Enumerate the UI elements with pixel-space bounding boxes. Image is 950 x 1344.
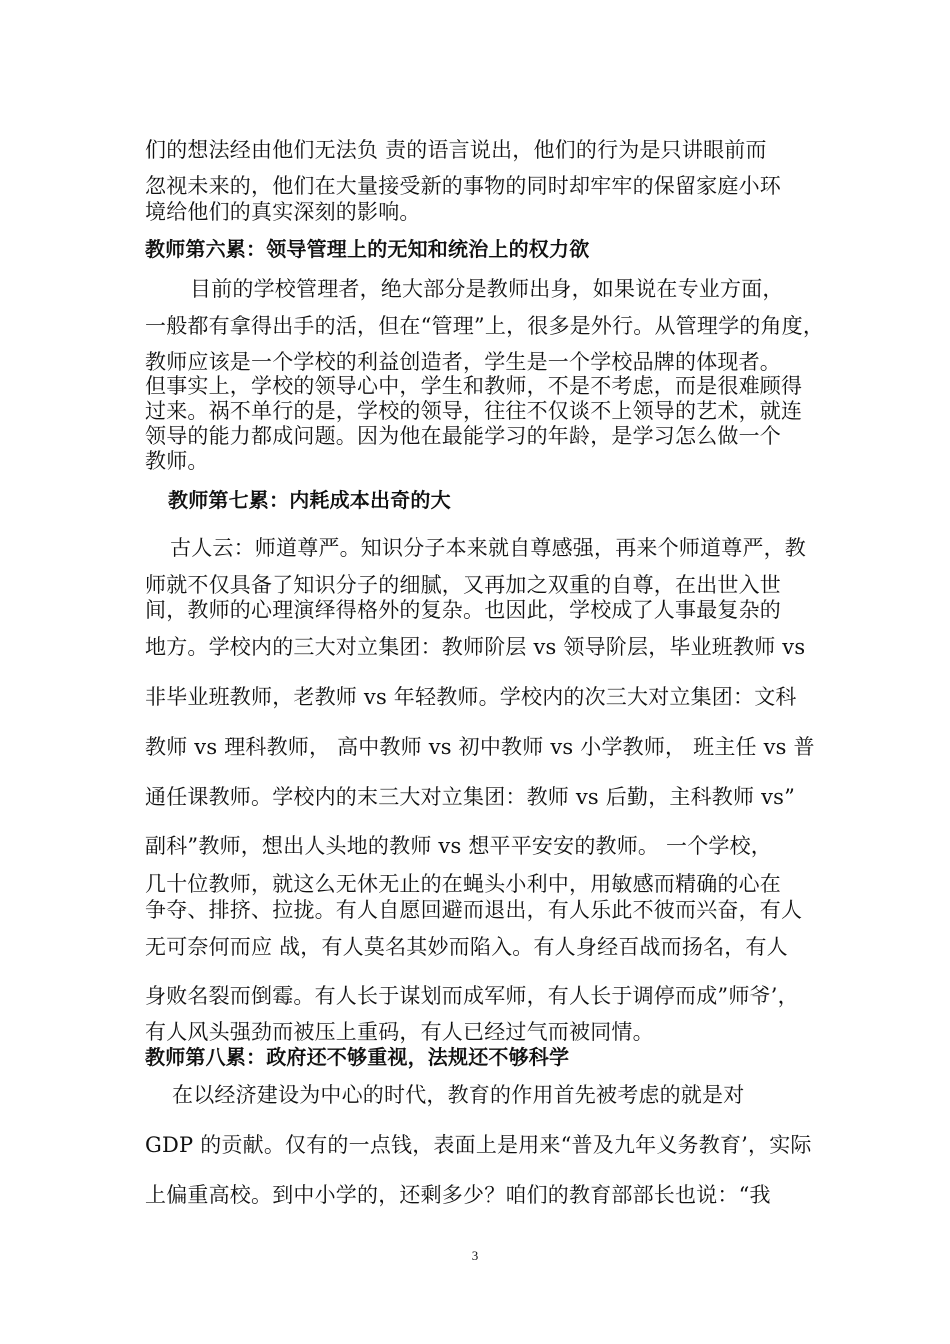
body-text-line: 无可奈何而应 战，有人莫名其妙而陷入。有人身经百战而扬名，有人 — [145, 935, 788, 959]
section-heading-seven: 教师第七累：内耗成本出奇的大 — [168, 488, 451, 512]
section-heading-eight: 教师第八累：政府还不够重视，法规还不够科学 — [145, 1045, 570, 1069]
body-text-line: 教师。 — [145, 449, 209, 473]
body-text-line: 但事实上，学校的领导心中，学生和教师，不是不考虑，而是很难顾得 — [145, 374, 803, 398]
body-text-line: 过来。祸不单行的是，学校的领导，往往不仅谈不上领导的艺术，就连 — [145, 399, 803, 423]
section-heading-six: 教师第六累：领导管理上的无知和统治上的权力欲 — [145, 237, 590, 261]
paragraph-first-line: 在以经济建设为中心的时代，教育的作用首先被考虑的就是对 — [172, 1083, 745, 1107]
body-text-line: 几十位教师，就这么无休无止的在蝇头小利中，用敏感而精确的心在 — [145, 872, 781, 896]
body-text-line: 通任课教师。学校内的末三大对立集团：教师 vs 后勤，主科教师 vs” — [145, 785, 796, 809]
body-text-line: 一般都有拿得出手的活，但在“管理”上，很多是外行。从管理学的角度， — [145, 314, 825, 338]
body-text-line: 忽视未来的，他们在大量接受新的事物的同时却牢牢的保留家庭小环 — [145, 174, 781, 198]
body-text-line: 们的想法经由他们无法负 责的语言说出，他们的行为是只讲眼前而 — [145, 138, 767, 162]
body-text-line: 境给他们的真实深刻的影响。 — [145, 200, 421, 224]
body-text-line: GDP 的贡献。仅有的一点钱，表面上是用来“普及九年义务教育’，实际 — [145, 1133, 812, 1157]
body-text-line: 非毕业班教师，老教师 vs 年轻教师。学校内的次三大对立集团：文科 — [145, 685, 797, 709]
body-text-line: 有人风头强劲而被压上重码，有人已经过气而被同情。 — [145, 1020, 654, 1044]
body-text-line: 领导的能力都成问题。因为他在最能学习的年龄，是学习怎么做一个 — [145, 424, 781, 448]
body-text-line: 争夺、排挤、拉拢。有人自愿回避而退出，有人乐此不彼而兴奋，有人 — [145, 898, 803, 922]
body-text-line: 师就不仅具备了知识分子的细腻，又再加之双重的自尊，在出世入世 — [145, 573, 781, 597]
page-number: 3 — [471, 1248, 479, 1263]
body-text-line: 地方。学校内的三大对立集团：教师阶层 vs 领导阶层，毕业班教师 vs — [145, 635, 806, 659]
body-text-line: 上偏重高校。到中小学的，还剩多少？咱们的教育部部长也说：“我 — [145, 1183, 771, 1207]
body-text-line: 身败名裂而倒霉。有人长于谋划而成军师，有人长于调停而成”师爷’， — [145, 984, 799, 1008]
body-text-line: 教师 vs 理科教师， 高中教师 vs 初中教师 vs 小学教师， 班主任 vs 普 — [145, 735, 815, 759]
paragraph-first-line: 古人云：师道尊严。知识分子本来就自尊感强，再来个师道尊严，教 — [170, 536, 806, 560]
body-text-line: 教师应该是一个学校的利益创造者，学生是一个学校品牌的体现者。 — [145, 350, 781, 374]
paragraph-first-line: 目前的学校管理者，绝大部分是教师出身，如果说在专业方面， — [190, 277, 784, 301]
body-text-line: 副科”教师，想出人头地的教师 vs 想平平安安的教师。 一个学校， — [145, 834, 772, 858]
body-text-line: 间，教师的心理演绎得格外的复杂。也因此，学校成了人事最复杂的 — [145, 598, 781, 622]
